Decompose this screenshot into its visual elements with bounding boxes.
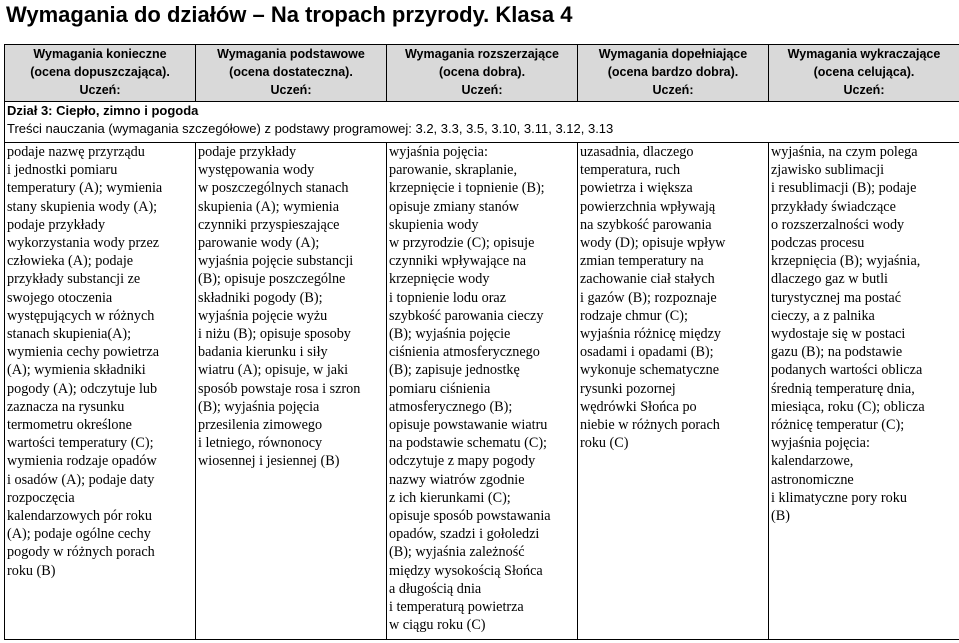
column-title: Wymagania konieczne xyxy=(33,47,167,61)
requirement-line: nazwy wiatrów zgodnie xyxy=(389,471,525,488)
column-grade: (ocena dostateczna). xyxy=(229,65,353,79)
requirement-line: sposób powstaje rosa i szron xyxy=(198,380,361,397)
section-title: Dział 3: Ciepło, zimno i pogoda xyxy=(7,103,199,118)
requirement-line: (B); zapisuje jednostkę xyxy=(389,362,520,379)
requirement-line: wymienia rodzaje opadów xyxy=(7,453,157,470)
requirement-line: przykłady substancji ze xyxy=(7,271,141,288)
requirement-line: z ich kierunkami (C); xyxy=(389,489,511,506)
requirement-line: roku (B) xyxy=(7,562,56,579)
column-student: Uczeń: xyxy=(270,83,312,97)
requirement-line: podczas procesu xyxy=(771,235,865,252)
requirement-line: temperatury (A); wymienia xyxy=(7,180,163,197)
requirement-line: wydostaje się w postaci xyxy=(771,326,906,343)
requirement-line: atmosferycznego (B); xyxy=(389,398,513,415)
requirement-line: składniki pogody (B); xyxy=(198,289,323,306)
requirement-line: zjawisko sublimacji xyxy=(771,162,885,179)
requirement-line: kalendarzowych pór roku xyxy=(7,508,152,525)
column-grade: (ocena bardzo dobra). xyxy=(607,65,739,79)
requirement-line: krzepnięcia (B); wyjaśnia, xyxy=(771,253,921,270)
requirement-line: czynniki przyspieszające xyxy=(198,216,340,233)
requirement-line: wyjaśnia, na czym polega xyxy=(771,144,918,160)
requirement-line: turystycznej ma postać xyxy=(771,289,902,306)
requirement-line: wykorzystania wody przez xyxy=(7,235,160,252)
requirement-line: na szybkość parowania xyxy=(580,216,712,233)
page-title: Wymagania do działów – Na tropach przyrody. Klasa 4 xyxy=(6,2,573,27)
requirement-line: zachowanie ciał stałych xyxy=(580,271,715,288)
requirements-cell-wykraczajace xyxy=(769,143,959,640)
requirement-line: wędrówki Słońca po xyxy=(580,398,697,415)
requirement-line: przesilenia zimowego xyxy=(198,417,323,434)
requirement-line: i temperaturą powietrza xyxy=(389,599,524,616)
requirement-line: wyjaśnia pojęcie wyżu xyxy=(198,307,328,324)
header-cell-rozszerzajace xyxy=(387,45,578,102)
header-cell-podstawowe xyxy=(196,45,387,102)
column-student: Uczeń: xyxy=(79,83,121,97)
requirement-line: czynniki wpływające na xyxy=(389,253,527,270)
requirement-line: podanych wartości oblicza xyxy=(771,362,923,379)
requirement-line: wyjaśnia pojęcia: xyxy=(389,144,488,160)
requirement-line: występowania wody xyxy=(198,162,315,179)
requirement-line: temperatura, ruch xyxy=(580,162,681,179)
requirement-line: (B); wyjaśnia zależność xyxy=(389,544,525,561)
requirement-line: opadów, szadzi i gołoledzi xyxy=(389,526,540,543)
requirement-line: i gazów (B); rozpoznaje xyxy=(580,289,717,306)
requirement-line: wiosennej i jesiennej (B) xyxy=(198,453,340,470)
requirement-line: badania kierunku i siły xyxy=(198,344,328,361)
requirement-line: krzepnięcie i topnienie (B); xyxy=(389,180,545,197)
requirement-line: wartości temperatury (C); xyxy=(7,435,154,452)
requirement-line: różnicę temperatur (C); xyxy=(771,417,905,434)
requirement-line: stany skupienia wody (A); xyxy=(7,198,158,215)
requirement-line: stanach skupienia(A); xyxy=(7,326,132,343)
requirement-line: (A); wymienia składniki xyxy=(7,362,146,379)
curriculum-text: Treści nauczania (wymagania szczegółowe) z podstawy programowej: 3.2, 3.3, 3.5, 3.10, 3.11, 3.12, 3.13 xyxy=(7,121,614,136)
requirement-line: w poszczególnych stanach xyxy=(198,180,349,197)
requirement-line: (B); opisuje poszczególne xyxy=(198,271,346,288)
requirements-row xyxy=(5,143,959,640)
requirement-line: wykonuje schematyczne xyxy=(580,362,720,379)
column-student: Uczeń: xyxy=(461,83,503,97)
requirement-line: przykłady świadczące xyxy=(771,198,896,215)
column-title: Wymagania rozszerzające xyxy=(404,47,559,61)
requirement-line: rysunki pozornej xyxy=(580,380,676,397)
requirements-table xyxy=(4,44,959,640)
requirement-line: pomiaru ciśnienia xyxy=(389,380,491,397)
requirement-line: opisuje zmiany stanów xyxy=(389,198,520,215)
requirement-line: i resublimacji (B); podaje xyxy=(771,180,917,197)
requirement-line: skupienia (A); wymienia xyxy=(198,198,340,215)
requirement-line: powietrza i większa xyxy=(580,180,693,197)
requirements-cell-podstawowe xyxy=(196,143,387,640)
requirement-line: powierzchnia wpływają xyxy=(580,198,716,215)
requirement-line: ciśnienia atmosferycznego xyxy=(389,344,540,361)
header-row xyxy=(5,45,959,102)
requirement-line: a długością dnia xyxy=(389,580,482,597)
requirement-line: opisuje powstawanie wiatru xyxy=(389,417,548,434)
requirement-line: wyjaśnia pojęcie substancji xyxy=(198,253,354,270)
requirement-line: w ciągu roku (C) xyxy=(389,617,486,634)
requirement-line: wyjaśnia pojęcia: xyxy=(771,435,870,452)
column-title: Wymagania dopełniające xyxy=(598,47,748,61)
requirement-line: miesiąca, roku (C); oblicza xyxy=(771,398,925,415)
requirement-line: swojego otoczenia xyxy=(7,289,113,306)
requirement-line: i topnienie lodu oraz xyxy=(389,289,507,306)
requirement-line: podaje przykłady xyxy=(7,216,106,233)
requirement-line: osadami i opadami (B); xyxy=(580,344,714,361)
column-grade: (ocena dobra). xyxy=(438,65,526,79)
requirement-line: kalendarzowe, xyxy=(771,453,854,470)
requirement-line: odczytuje z mapy pogody xyxy=(389,453,536,470)
requirement-line: uzasadnia, dlaczego xyxy=(580,144,694,160)
requirement-line: dlaczego gaz w butli xyxy=(771,271,888,288)
requirements-cell-dopelniajace xyxy=(578,143,769,640)
column-grade: (ocena dopuszczająca). xyxy=(30,65,170,79)
requirement-line: astronomiczne xyxy=(771,471,854,488)
requirements-cell-rozszerzajace xyxy=(387,143,578,640)
requirement-line: i jednostki pomiaru xyxy=(7,162,118,179)
requirement-line: (B) xyxy=(771,508,790,525)
requirement-line: i niżu (B); opisuje sposoby xyxy=(198,326,351,343)
requirement-line: roku (C) xyxy=(580,435,629,452)
header-cell-wykraczajace xyxy=(769,45,959,102)
header-cell-dopelniajace xyxy=(578,45,769,102)
requirement-line: o rozszerzalności wody xyxy=(771,216,905,233)
requirement-line: opisuje sposób powstawania xyxy=(389,508,551,525)
section-cell xyxy=(5,102,959,143)
requirement-line: wiatru (A); opisuje, w jaki xyxy=(198,362,349,379)
requirement-line: i klimatyczne pory roku xyxy=(771,489,907,506)
requirement-line: wody (D); opisuje wpływ xyxy=(580,235,726,252)
requirement-line: cieczy, a z palnika xyxy=(771,307,875,324)
header-cell-konieczne xyxy=(5,45,196,102)
column-title: Wymagania podstawowe xyxy=(217,47,365,61)
requirement-line: w przyrodzie (C); opisuje xyxy=(389,235,535,252)
requirement-line: wyjaśnia różnicę między xyxy=(580,326,722,343)
requirement-line: gazu (B); na podstawie xyxy=(771,344,903,361)
section-row xyxy=(5,102,959,143)
requirement-line: występujących w różnych xyxy=(7,307,155,324)
requirement-line: podaje nazwę przyrządu xyxy=(7,144,145,160)
requirement-line: rodzaje chmur (C); xyxy=(580,307,688,324)
requirement-line: pogody (A); odczytuje lub xyxy=(7,380,158,397)
requirement-line: parowanie, skraplanie, xyxy=(389,162,518,179)
requirement-line: i letniego, równonocy xyxy=(198,435,323,452)
column-title: Wymagania wykraczające xyxy=(787,47,941,61)
requirement-line: zaznacza na rysunku xyxy=(7,398,125,415)
requirement-line: podaje przykłady xyxy=(198,144,297,160)
column-student: Uczeń: xyxy=(843,83,885,97)
requirement-line: średnią temperaturę dnia, xyxy=(771,380,915,397)
requirement-line: rozpoczęcia xyxy=(7,489,75,506)
requirement-line: między wysokością Słońca xyxy=(389,562,543,579)
requirement-line: wymienia cechy powietrza xyxy=(7,344,160,361)
requirement-line: (A); podaje ogólne cechy xyxy=(7,526,151,543)
requirement-line: skupienia wody xyxy=(389,216,479,233)
requirement-line: człowieka (A); podaje xyxy=(7,253,134,270)
column-student: Uczeń: xyxy=(652,83,694,97)
requirement-line: zmian temperatury na xyxy=(580,253,704,270)
requirement-line: pogody w różnych porach xyxy=(7,544,155,561)
requirement-line: i osadów (A); podaje daty xyxy=(7,471,155,488)
requirement-line: niebie w różnych porach xyxy=(580,417,720,434)
column-grade: (ocena celująca). xyxy=(813,65,915,79)
requirement-line: parowanie wody (A); xyxy=(198,235,320,252)
requirement-line: na podstawie schematu (C); xyxy=(389,435,547,452)
requirements-cell-konieczne xyxy=(5,143,196,640)
requirement-line: termometru określone xyxy=(7,417,132,434)
requirement-line: krzepnięcie wody xyxy=(389,271,490,288)
requirement-line: (B); wyjaśnia pojęcia xyxy=(198,398,320,415)
requirement-line: (B); wyjaśnia pojęcie xyxy=(389,326,511,343)
requirement-line: szybkość parowania cieczy xyxy=(389,307,544,324)
